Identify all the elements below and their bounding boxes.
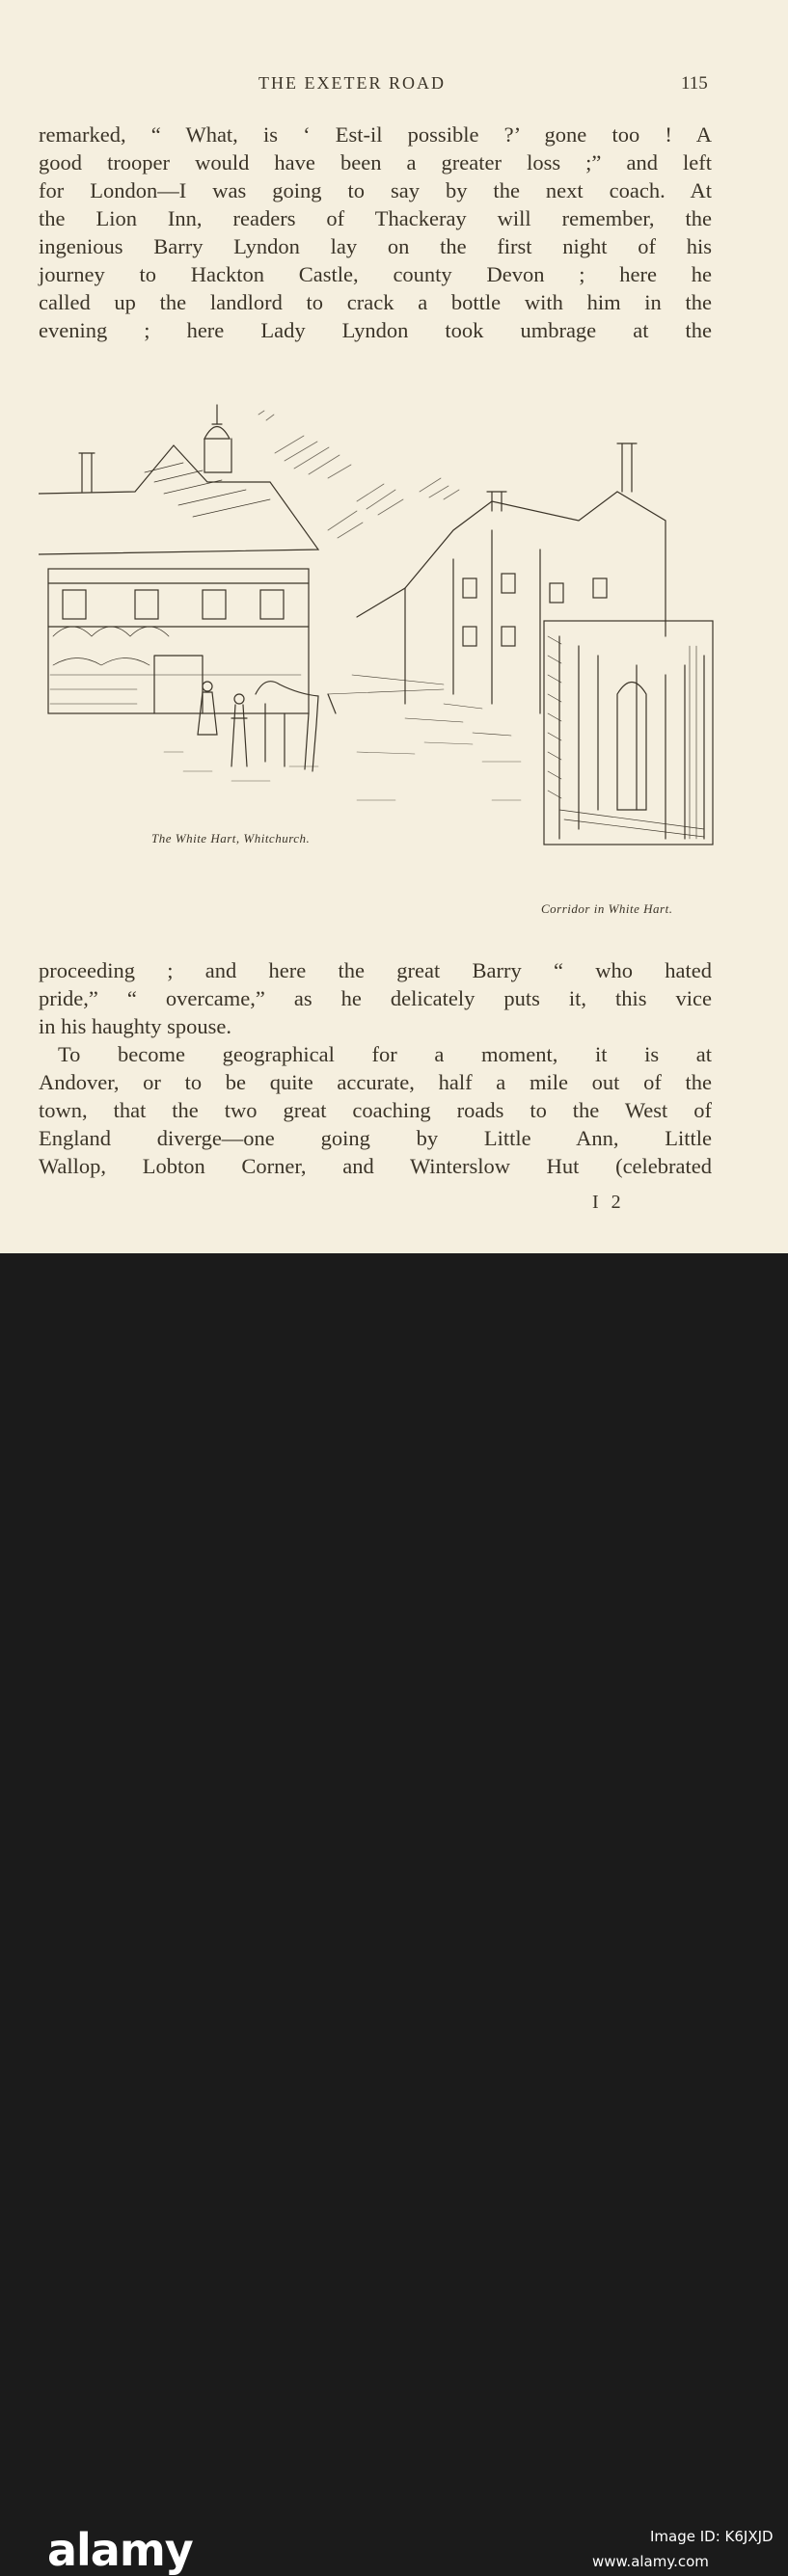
text-line: proceeding ; and here the great Barry “ who hated bbox=[39, 958, 712, 982]
running-title: THE EXETER ROAD bbox=[258, 73, 446, 93]
text-line: Andover, or to be quite accurate, half a mile out of the bbox=[39, 1070, 712, 1094]
paragraph-1 bbox=[39, 121, 712, 344]
text-line: in his haughty spouse. bbox=[39, 1014, 231, 1038]
watermark-bar bbox=[0, 1253, 788, 2576]
text-continuation bbox=[39, 956, 712, 1180]
text-line: town, that the two great coaching roads to the West of bbox=[39, 1098, 712, 1122]
text-line: evening ; here Lady Lyndon took umbrage at the bbox=[39, 318, 712, 342]
text-line: England diverge—one going by Little Ann, Little bbox=[39, 1126, 712, 1150]
caption-white-hart: The White Hart, Whitchurch. bbox=[151, 831, 311, 845]
signature-mark: I 2 bbox=[592, 1192, 625, 1213]
text-line: ingenious Barry Lyndon lay on the first night of his bbox=[39, 234, 712, 258]
text-line: pride,” “ overcame,” as he delicately puts it, this vice bbox=[39, 986, 712, 1010]
page-number: 115 bbox=[681, 73, 708, 94]
sky-hatching bbox=[258, 411, 459, 538]
text-line: journey to Hackton Castle, county Devon ; here he bbox=[39, 262, 712, 286]
book-page bbox=[0, 0, 788, 1253]
image-id: Image ID: K6JXJD bbox=[650, 2528, 774, 2545]
ground-hatching bbox=[164, 742, 521, 800]
text-line: for London—I was going to say by the next coach. At bbox=[39, 178, 712, 202]
text-line: called up the landlord to crack a bottle with him in the bbox=[39, 290, 712, 314]
text-line: Wallop, Lobton Corner, and Winterslow Hut (celebrated bbox=[39, 1154, 712, 1178]
corridor-inset bbox=[544, 621, 713, 845]
text-line: remarked, “ What, is ‘ Est-il possible ?’ gone too ! A bbox=[39, 122, 712, 147]
figures-and-horse bbox=[198, 682, 336, 771]
text-line: the Lion Inn, readers of Thackeray will remember, the bbox=[39, 206, 712, 230]
text-line: good trooper would have been a greater loss ;” and left bbox=[39, 150, 712, 174]
left-building-roof bbox=[39, 405, 318, 554]
left-building-facade bbox=[48, 569, 309, 713]
text-line: To become geographical for a moment, it is at bbox=[58, 1042, 712, 1066]
engraving-illustration bbox=[39, 386, 723, 926]
site-url: www.alamy.com bbox=[592, 2553, 709, 2570]
running-head bbox=[0, 73, 788, 96]
brand-logo: alamy bbox=[47, 2524, 193, 2576]
caption-corridor: Corridor in White Hart. bbox=[541, 901, 673, 916]
